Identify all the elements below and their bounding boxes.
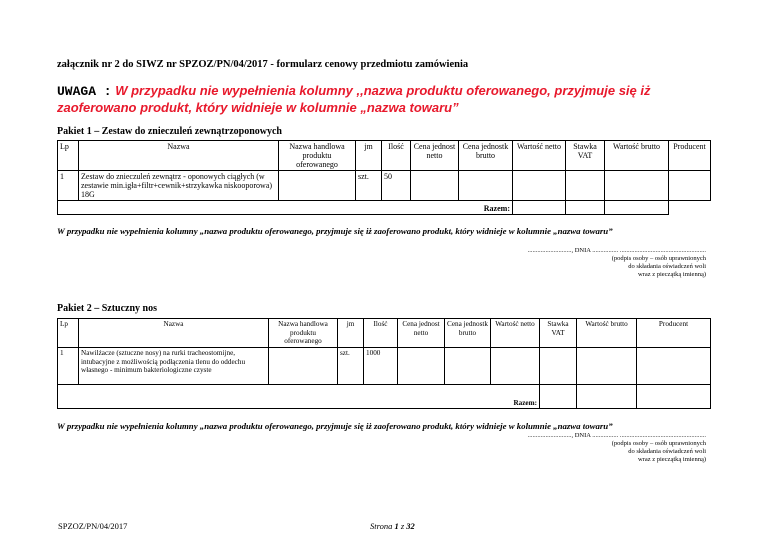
page-prefix: Strona <box>370 521 393 531</box>
cell-cena-brutto[interactable] <box>445 348 491 385</box>
footer-page-number <box>370 521 415 531</box>
col-wartosc-brutto: Wartość brutto <box>577 319 637 348</box>
pakiet1-title: Pakiet 1 – Zestaw do znieczuleń zewnątrzoponowych <box>57 126 282 137</box>
cell-nazwa-handlowa[interactable] <box>269 348 338 385</box>
signature-caption: do składania oświadczeń woli <box>628 263 706 270</box>
signature-block-1 <box>528 247 706 279</box>
col-wartosc-netto: Wartość netto <box>491 319 540 348</box>
cell-wartosc-netto[interactable] <box>513 171 566 201</box>
pakiet2-title: Pakiet 2 – Sztuczny nos <box>57 303 157 314</box>
cell-razem-brutto[interactable] <box>605 201 669 215</box>
cell-razem-producent <box>669 201 711 215</box>
col-stawka-vat: Stawka VAT <box>540 319 577 348</box>
cell-producent[interactable] <box>669 171 711 201</box>
cell-stawka-vat[interactable] <box>566 171 605 201</box>
cell-producent[interactable] <box>637 348 711 385</box>
razem-row <box>58 201 711 215</box>
warning-text: W przypadku nie wypełnienia kolumny ,,nazwa produktu oferowanego, przyjmuje się iż zaoferowano produkt, który widnieje w kolumnie „nazwa towaru” <box>57 83 651 115</box>
col-cena-brutto: Cena jednostk brutto <box>459 141 513 171</box>
col-jm: jm <box>356 141 382 171</box>
col-nazwa-handlowa: Nazwa handlowa produktu oferowanego <box>269 319 338 348</box>
table-header-row <box>58 319 711 348</box>
page-current: 1 <box>394 521 399 531</box>
razem-label: Razem: <box>58 201 513 215</box>
document-title: załącznik nr 2 do SIWZ nr SPZOZ/PN/04/2017 - formularz cenowy przedmiotu zamówienia <box>57 59 469 70</box>
signature-caption: wraz z pieczątką imienną) <box>637 456 706 463</box>
row-lp: 1 <box>58 171 79 201</box>
table-row <box>58 348 711 385</box>
note-2: W przypadku nie wypełnienia kolumny „nazwa produktu oferowanego, przyjmuje się iż zaoferowano produkt, który widnieje w kolumnie „nazwa towaru” <box>57 421 613 431</box>
row-nazwa: Nawilżacze (sztuczne nosy) na rurki tracheostomijne, intubacyjne z możliwością podłączenia tlenu do oddechu własnego - minimum bakteriologiczne czyste <box>79 348 269 385</box>
footer-doc-number: SPZOZ/PN/04/2017 <box>58 521 128 531</box>
table-header-row <box>58 141 711 171</box>
cell-cena-netto[interactable] <box>398 348 445 385</box>
signature-line: ..........................., DNIA ................ ..................................................... <box>527 432 706 439</box>
cell-nazwa-handlowa[interactable] <box>279 171 356 201</box>
row-jm: szt. <box>338 348 364 385</box>
row-ilosc: 50 <box>382 171 411 201</box>
signature-line: ..........................., DNIA ................ ..................................................... <box>527 247 706 254</box>
signature-caption: (podpis osoby – osób uprawnionych <box>611 440 706 447</box>
col-cena-netto: Cena jednost netto <box>398 319 445 348</box>
cell-razem-vat[interactable] <box>540 385 577 409</box>
cell-razem-netto[interactable] <box>513 201 566 215</box>
col-stawka-vat: Stawka VAT <box>566 141 605 171</box>
cell-stawka-vat[interactable] <box>540 348 577 385</box>
razem-label: Razem: <box>58 385 540 409</box>
cell-razem-brutto[interactable] <box>577 385 637 409</box>
signature-caption: wraz z pieczątką imienną) <box>637 271 706 278</box>
col-nazwa: Nazwa <box>79 319 269 348</box>
warning-notice <box>57 83 722 116</box>
col-ilosc: Ilość <box>382 141 411 171</box>
cell-razem-producent[interactable] <box>637 385 711 409</box>
col-cena-netto: Cena jednost netto <box>411 141 459 171</box>
pakiet2-table <box>57 318 711 409</box>
col-lp: Lp <box>58 141 79 171</box>
row-lp: 1 <box>58 348 79 385</box>
page-total: 32 <box>406 521 415 531</box>
signature-caption: do składania oświadczeń woli <box>628 448 706 455</box>
row-ilosc: 1000 <box>364 348 398 385</box>
cell-wartosc-netto[interactable] <box>491 348 540 385</box>
col-producent: Producent <box>669 141 711 171</box>
col-wartosc-netto: Wartość netto <box>513 141 566 171</box>
row-nazwa: Zestaw do znieczuleń zewnątrz - oponowych ciągłych (w zestawie min.igła+filtr+cewnik+strzykawka niskooporowa) 18G <box>79 171 279 201</box>
cell-cena-brutto[interactable] <box>459 171 513 201</box>
cell-wartosc-brutto[interactable] <box>577 348 637 385</box>
col-nazwa-handlowa: Nazwa handlowa produktu oferowanego <box>279 141 356 171</box>
col-nazwa: Nazwa <box>79 141 279 171</box>
row-jm: szt. <box>356 171 382 201</box>
col-jm: jm <box>338 319 364 348</box>
signature-block-2 <box>528 432 706 464</box>
col-ilosc: Ilość <box>364 319 398 348</box>
cell-wartosc-brutto[interactable] <box>605 171 669 201</box>
pakiet1-table <box>57 140 711 215</box>
razem-row <box>58 385 711 409</box>
warning-lead: UWAGA : <box>57 84 112 99</box>
signature-caption: (podpis osoby – osób uprawnionych <box>611 255 706 262</box>
cell-razem-vat[interactable] <box>566 201 605 215</box>
col-wartosc-brutto: Wartość brutto <box>605 141 669 171</box>
note-1: W przypadku nie wypełnienia kolumny „nazwa produktu oferowanego, przyjmuje się iż zaoferowano produkt, który widnieje w kolumnie „nazwa towaru” <box>57 226 613 236</box>
col-lp: Lp <box>58 319 79 348</box>
table-row <box>58 171 711 201</box>
cell-cena-netto[interactable] <box>411 171 459 201</box>
col-producent: Producent <box>637 319 711 348</box>
page-sep: z <box>400 521 405 531</box>
col-cena-brutto: Cena jednostk brutto <box>445 319 491 348</box>
